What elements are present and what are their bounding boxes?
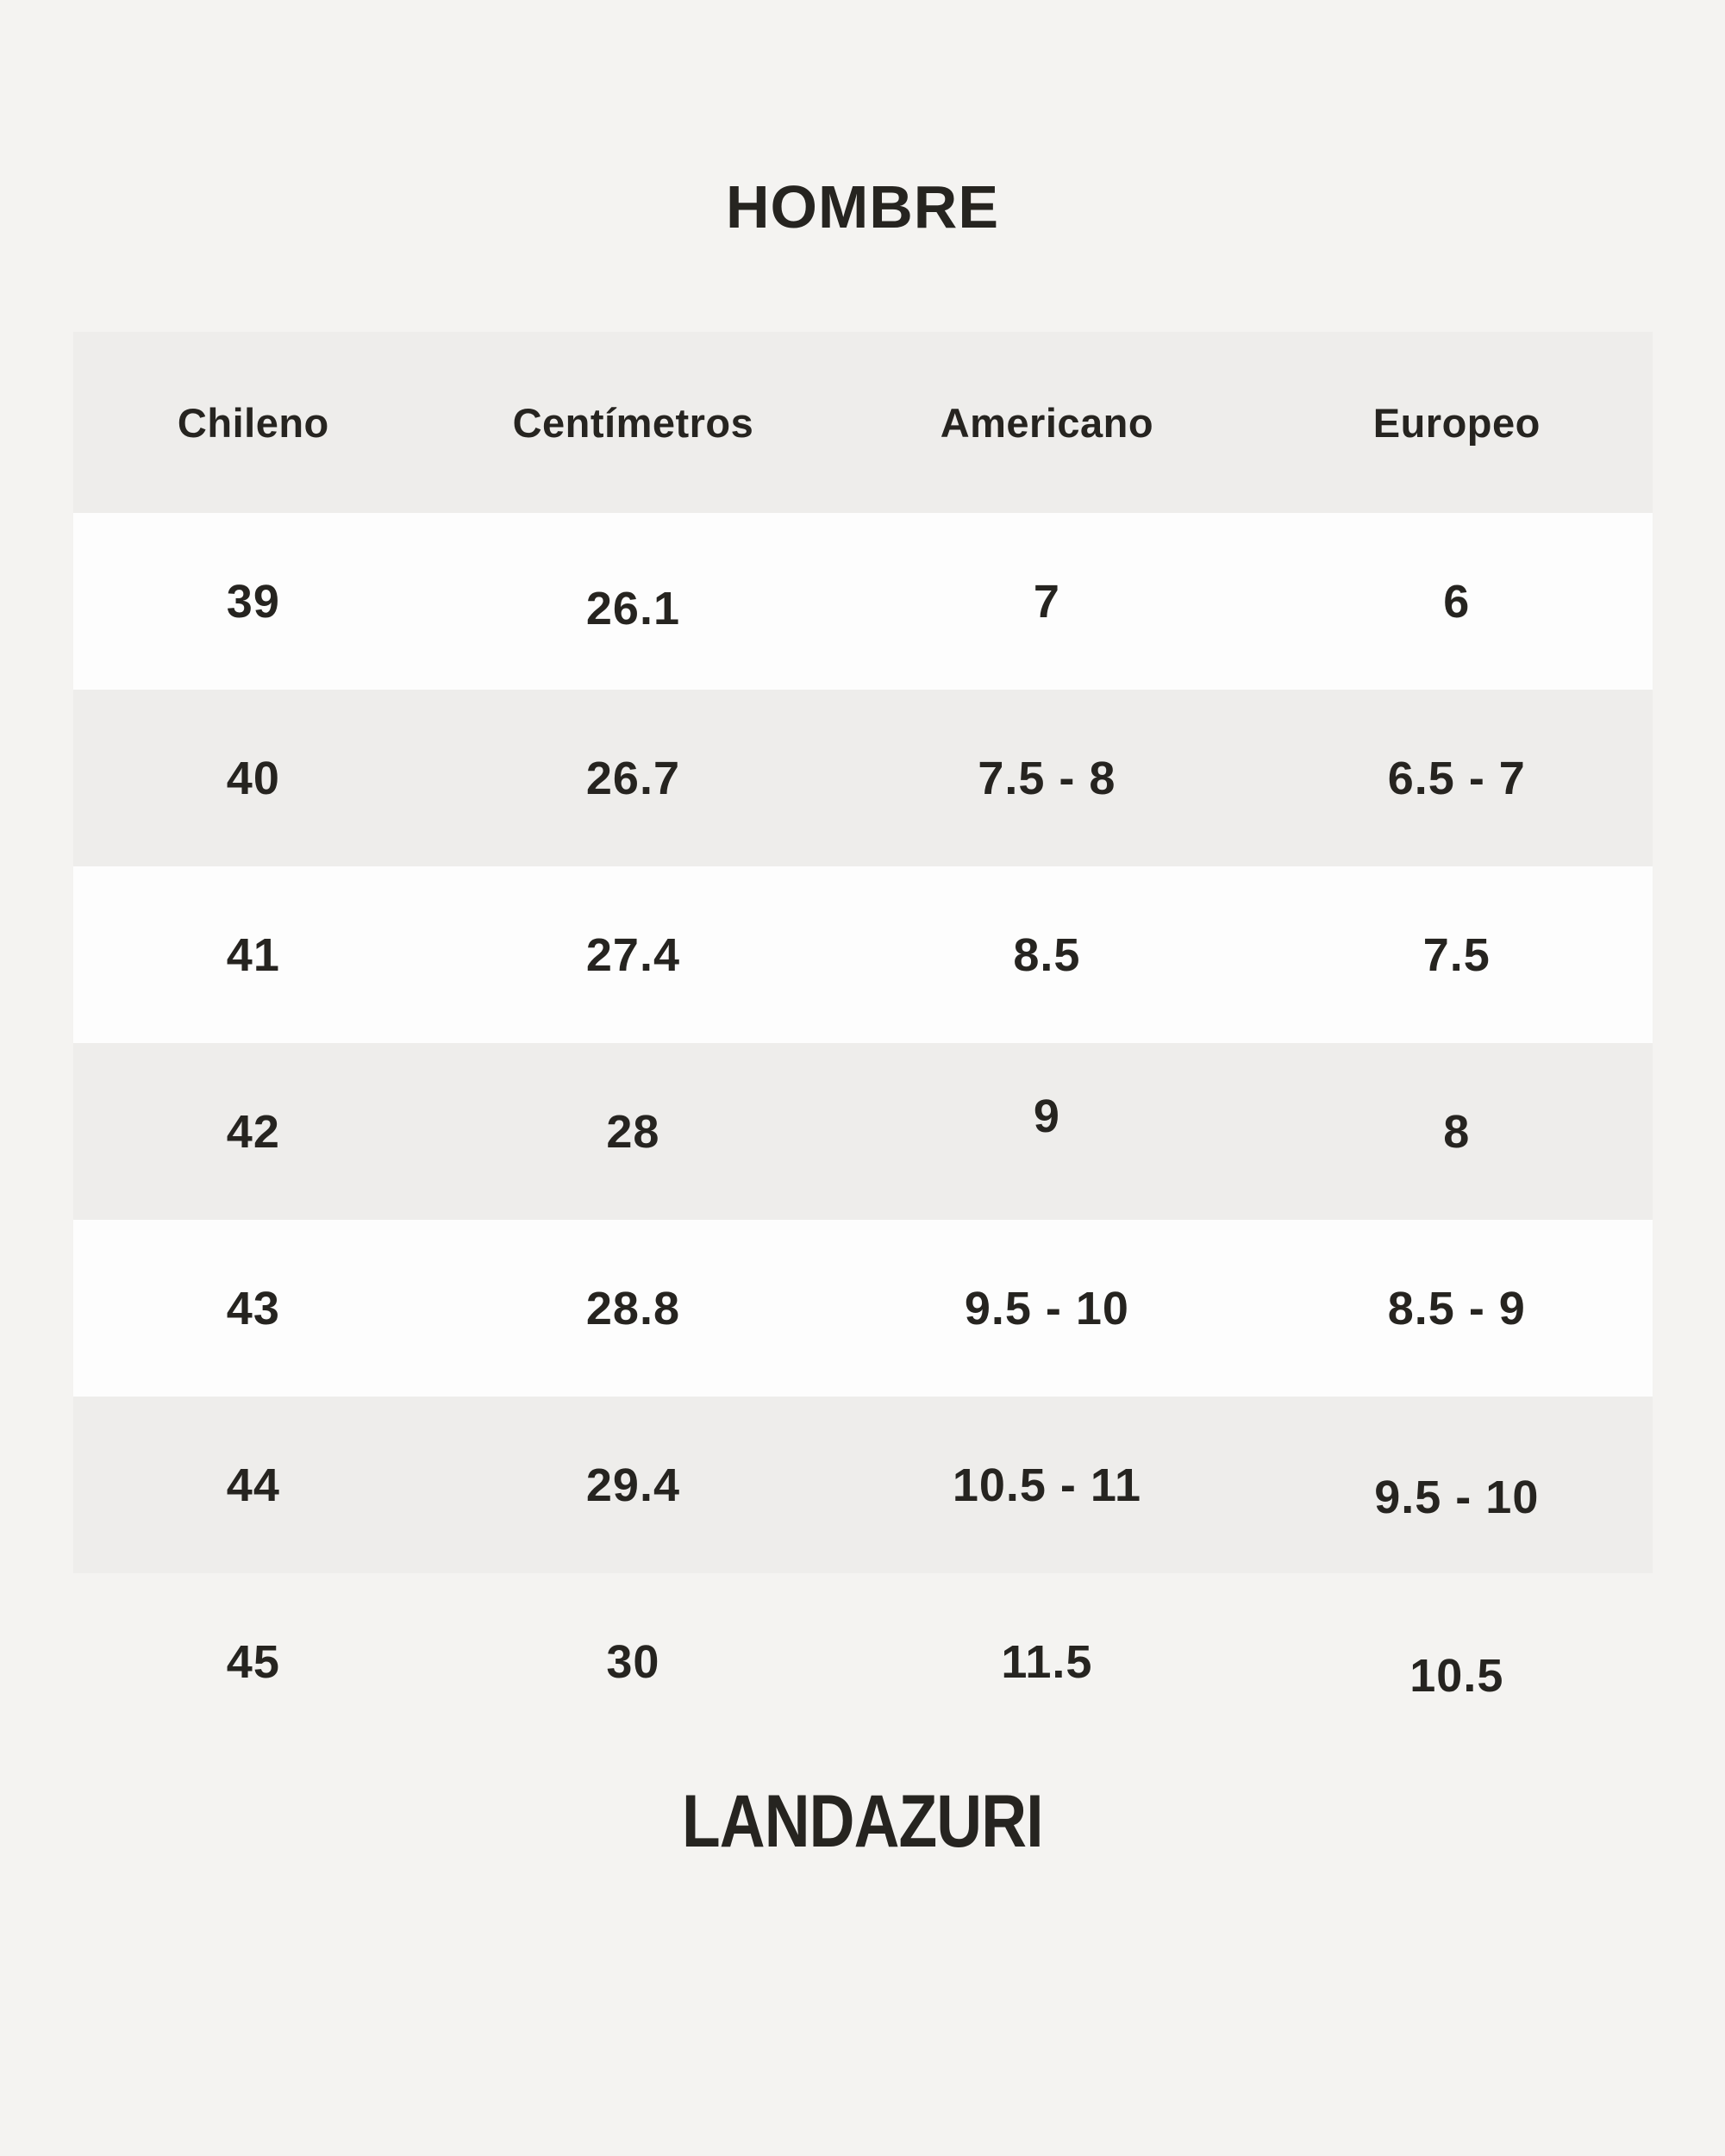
table-cell: 43 bbox=[226, 1282, 280, 1334]
table-cell: 39 bbox=[226, 575, 280, 628]
table-cell: 40 bbox=[226, 752, 280, 804]
brand-logo bbox=[0, 1774, 1725, 1869]
table-cell: 45 bbox=[226, 1635, 280, 1688]
table-row bbox=[73, 1573, 1653, 1750]
table-cell: 11.5 bbox=[1001, 1635, 1093, 1688]
brand-logo-text: LANDAZURI bbox=[682, 1780, 1043, 1863]
table-cell: 9.5 - 10 bbox=[964, 1282, 1129, 1334]
column-header-americano: Americano bbox=[940, 399, 1154, 446]
table-cell: 9 bbox=[1033, 1090, 1060, 1142]
size-conversion-table bbox=[73, 332, 1653, 1750]
table-cell: 8 bbox=[1443, 1105, 1471, 1158]
table-cell: 9.5 - 10 bbox=[1374, 1471, 1540, 1523]
table-cell: 7.5 bbox=[1422, 928, 1491, 981]
table-row bbox=[73, 690, 1653, 866]
table-cell: 10.5 bbox=[1409, 1649, 1504, 1702]
table-row bbox=[73, 866, 1653, 1043]
table-cell: 28 bbox=[606, 1105, 660, 1158]
table-body bbox=[73, 513, 1653, 1750]
column-header-chileno: Chileno bbox=[177, 399, 329, 446]
table-cell: 10.5 - 11 bbox=[952, 1459, 1141, 1511]
page-title: HOMBRE bbox=[725, 173, 1000, 241]
table-cell: 8.5 bbox=[1013, 928, 1081, 981]
table-cell: 28.8 bbox=[585, 1282, 680, 1334]
table-cell: 26.7 bbox=[585, 752, 680, 804]
table-cell: 8.5 - 9 bbox=[1387, 1282, 1526, 1334]
table-cell: 41 bbox=[226, 928, 280, 981]
table-cell: 6 bbox=[1443, 575, 1471, 628]
table-cell: 26.1 bbox=[585, 582, 680, 634]
table-row bbox=[73, 1043, 1653, 1220]
table-cell: 30 bbox=[606, 1635, 660, 1688]
column-header-centimetros: Centímetros bbox=[512, 399, 754, 446]
table-header-row bbox=[73, 332, 1653, 513]
table-cell: 7.5 - 8 bbox=[978, 752, 1116, 804]
table-cell: 29.4 bbox=[585, 1459, 680, 1511]
table-row bbox=[73, 1397, 1653, 1573]
table-cell: 27.4 bbox=[585, 928, 680, 981]
column-header-europeo: Europeo bbox=[1372, 399, 1541, 446]
table-cell: 44 bbox=[226, 1459, 280, 1511]
table-row bbox=[73, 513, 1653, 690]
table-cell: 6.5 - 7 bbox=[1387, 752, 1526, 804]
table-row bbox=[73, 1220, 1653, 1397]
table-cell: 42 bbox=[226, 1105, 280, 1158]
table-cell: 7 bbox=[1033, 575, 1060, 628]
